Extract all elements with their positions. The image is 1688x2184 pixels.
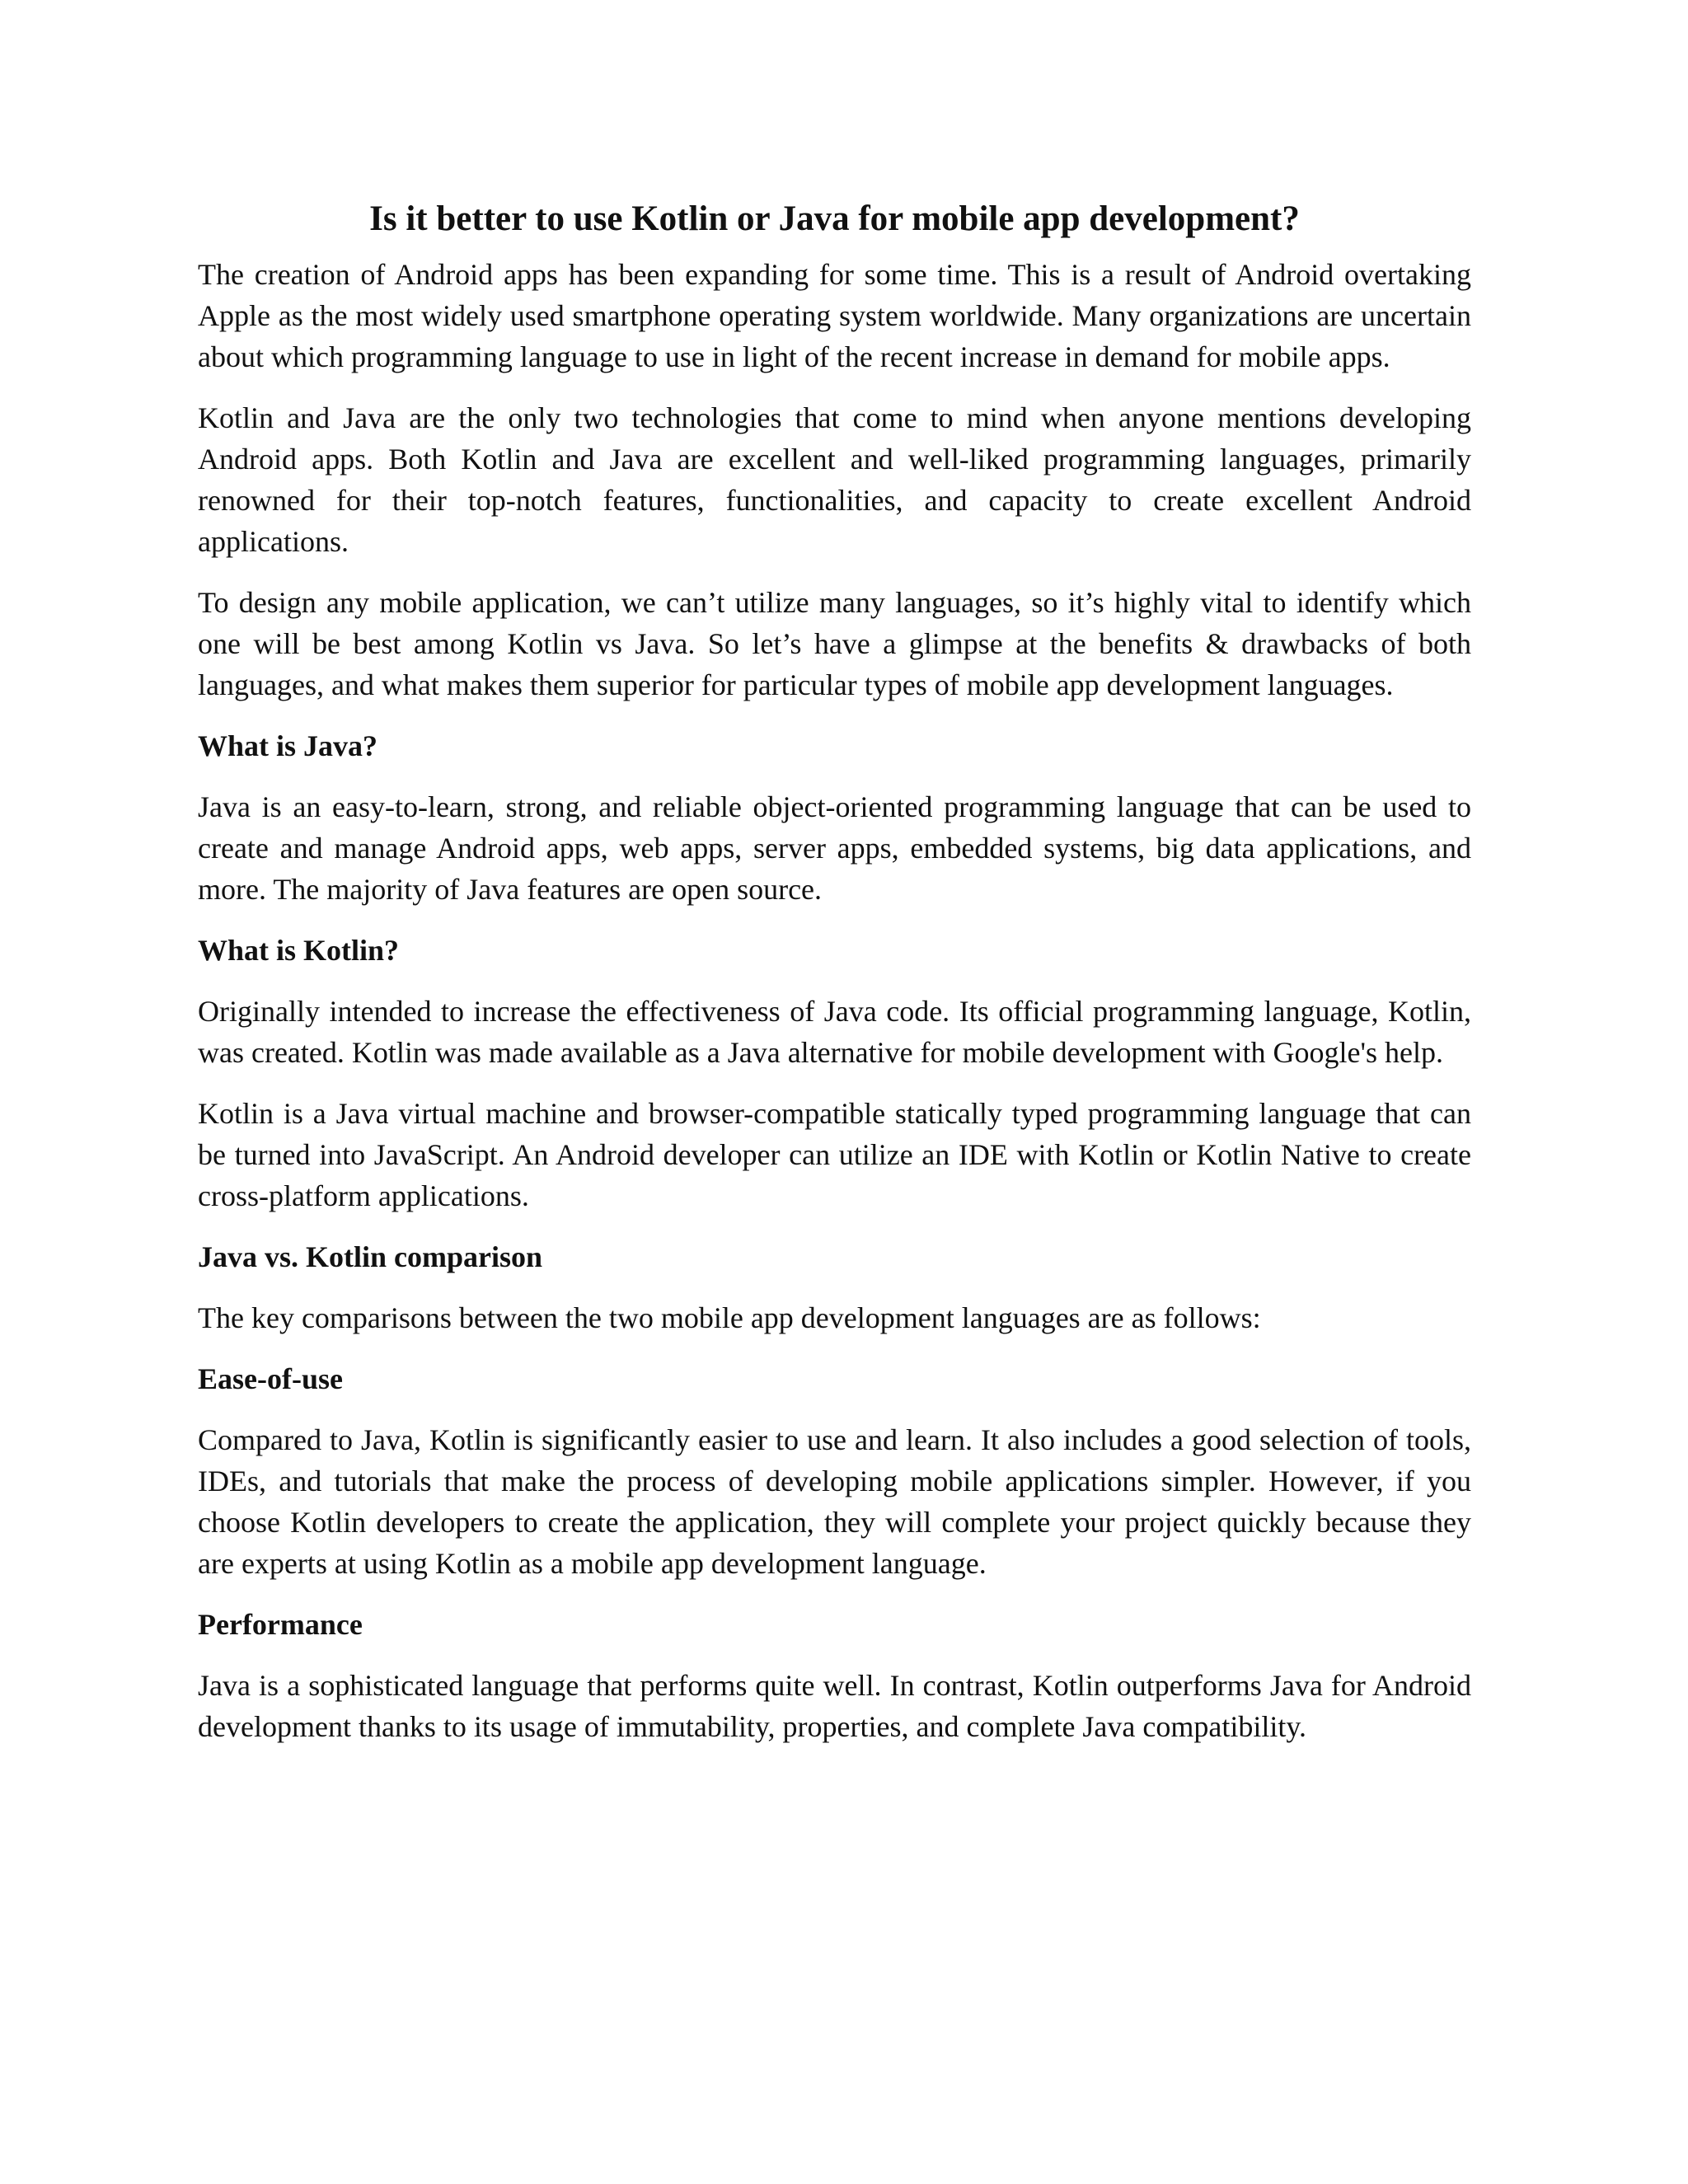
section-heading-performance: Performance xyxy=(198,1608,363,1641)
section-heading-ease-of-use: Ease-of-use xyxy=(198,1362,343,1395)
document-page xyxy=(198,198,1471,1767)
section-heading-comparison: Java vs. Kotlin comparison xyxy=(198,1240,543,1273)
kotlin-paragraph-2: Kotlin is a Java virtual machine and browser-compatible statically typed programming language that can be turned into JavaScript. An Android developer can utilize an IDE with Kotlin or Kotlin Native to create cross-platform applications. xyxy=(198,1097,1471,1212)
ease-of-use-paragraph: Compared to Java, Kotlin is significantly easier to use and learn. It also includes a good selection of tools, IDEs, and tutorials that make the process of developing mobile applications simpler. However, if you choose Kotlin developers to create the application, they will complete your project quickly because they are experts at using Kotlin as a mobile app development language. xyxy=(198,1423,1471,1580)
section-heading-what-is-kotlin: What is Kotlin? xyxy=(198,934,400,967)
intro-paragraph-2: Kotlin and Java are the only two technologies that come to mind when anyone mentions developing Android apps. Both Kotlin and Java are excellent and well-liked programming languages, primarily renowned for their top-notch features, functionalities, and capacity to create excellent Android applications. xyxy=(198,401,1471,558)
java-paragraph: Java is an easy-to-learn, strong, and reliable object-oriented programming language that can be used to create and manage Android apps, web apps, server apps, embedded systems, big data applications, and more. The majority of Java features are open source. xyxy=(198,790,1471,906)
performance-paragraph: Java is a sophisticated language that performs quite well. In contrast, Kotlin outperforms Java for Android development thanks to its usage of immutability, properties, and complete Java compatibility. xyxy=(198,1669,1471,1743)
intro-paragraph-1: The creation of Android apps has been expanding for some time. This is a result of Android overtaking Apple as the most widely used smartphone operating system worldwide. Many organizations are uncertain about which programming language to use in light of the recent increase in demand for mobile apps. xyxy=(198,258,1471,373)
kotlin-paragraph-1: Originally intended to increase the effectiveness of Java code. Its official programming language, Kotlin, was created. Kotlin was made available as a Java alternative for mobile development with Google's help. xyxy=(198,995,1471,1069)
intro-paragraph-3: To design any mobile application, we can’t utilize many languages, so it’s highly vital to identify which one will be best among Kotlin vs Java. So let’s have a glimpse at the benefits & drawbacks of both languages, and what makes them superior for particular types of mobile app development languages. xyxy=(198,586,1471,701)
document-title: Is it better to use Kotlin or Java for mobile app development? xyxy=(369,199,1300,238)
section-heading-what-is-java: What is Java? xyxy=(198,729,378,762)
comparison-paragraph: The key comparisons between the two mobile app development languages are as follows: xyxy=(198,1301,1261,1334)
